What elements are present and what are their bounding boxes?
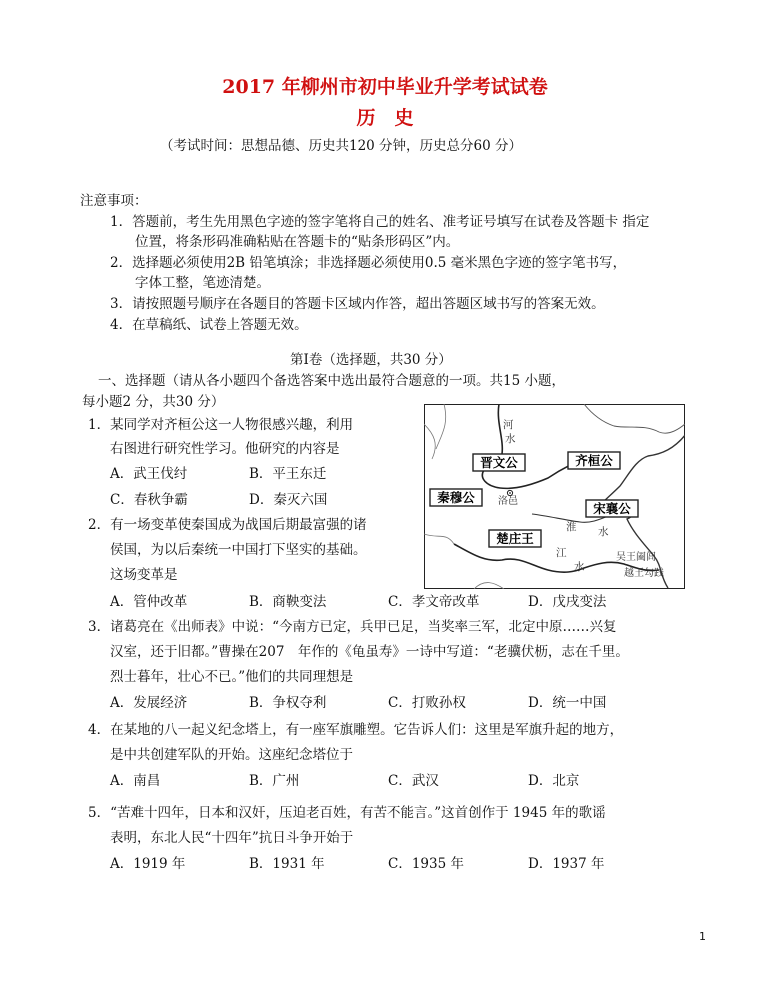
label-jin-wen-gong: 晋文公 <box>480 455 518 470</box>
label-river-jiang: 水 <box>574 561 585 573</box>
question-4-option-a: A．南昌 <box>110 773 161 789</box>
question-1-option-a: A．武王伐纣 <box>110 466 188 482</box>
exam-title: 2017 年柳州市初中毕业升学考试试卷 <box>222 76 548 98</box>
question-3-option-c: C．打败孙权 <box>388 695 466 711</box>
label-river-huai: 水 <box>598 526 609 538</box>
question-1-option-d: D．秦灭六国 <box>249 492 328 508</box>
question-4-option-d: D．北京 <box>528 773 580 789</box>
question-3-option-a: A．发展经济 <box>110 695 188 711</box>
question-1-stem: 1．某同学对齐桓公这一人物很感兴趣，利用 <box>88 417 354 433</box>
notice-item: 位置，将条形码准确粘贴在答题卡的“贴条形码区”内。 <box>135 234 460 250</box>
label-luoyi: 洛邑 <box>498 496 518 507</box>
notice-item: 2．选择题必须使用2B 铅笔填涂；非选择题必须使用0.5 毫米黑色字迹的签字笔书写， <box>110 255 627 271</box>
label-song-xiang-gong: 宋襄公 <box>593 501 631 516</box>
question-3-stem: 烈士暮年，壮心不已。”他们的共同理想是 <box>110 669 354 685</box>
question-3-option-b: B．争权夺利 <box>249 695 327 711</box>
notice-item: 4．在草稿纸、试卷上答题无效。 <box>110 317 308 333</box>
subject-title: 历 史 <box>356 107 414 129</box>
exam-time-note: （考试时间：思想品德、历史共120 分钟，历史总分60 分） <box>160 138 523 154</box>
section-instruction: 每小题2 分，共30 分） <box>82 394 225 410</box>
question-2-option-d: D．戊戌变法 <box>528 594 607 610</box>
question-5-option-b: B．1931 年 <box>249 856 325 872</box>
question-5-option-c: C．1935 年 <box>388 856 464 872</box>
question-1-option-c: C．春秋争霸 <box>110 492 188 508</box>
question-2-option-b: B．商鞅变法 <box>249 594 327 610</box>
label-yue-king: 越王勾践 <box>624 568 664 579</box>
question-2-option-a: A．管仲改革 <box>110 594 188 610</box>
question-4-stem: 是中共创建军队的开始。这座纪念塔位于 <box>110 747 353 763</box>
notice-item: 1．答题前，考生先用黑色字迹的签字笔将自己的姓名、准考证号填写在试卷及答题卡 指定 <box>110 214 650 230</box>
label-river-he: 水 <box>505 433 516 445</box>
question-4-option-b: B．广州 <box>249 773 300 789</box>
page-number: 1 <box>699 930 706 943</box>
question-5-option-d: D．1937 年 <box>528 856 605 872</box>
question-5-option-a: A．1919 年 <box>110 856 186 872</box>
question-2-stem: 这场变革是 <box>110 567 178 583</box>
question-4-option-c: C．武汉 <box>388 773 439 789</box>
question-4-stem: 4．在某地的八一起义纪念塔上，有一座军旗雕塑。它告诉人们：这里是军旗升起的地方， <box>88 722 624 738</box>
notice-heading: 注意事项： <box>80 193 148 209</box>
question-2-stem: 2．有一场变革使秦国成为战国后期最富强的诸 <box>88 517 367 533</box>
label-qi-huan-gong: 齐桓公 <box>575 453 613 468</box>
label-chu-zhuang-wang: 楚庄王 <box>496 531 534 546</box>
question-3-stem: 汉室，还于旧都。”曹操在207 年作的《龟虽寿》一诗中写道：“老骥伏枥，志在千里。 <box>110 644 629 660</box>
label-river-he: 河 <box>503 419 514 431</box>
label-river-huai: 淮 <box>566 521 577 533</box>
section-title: 第Ⅰ卷（选择题，共30 分） <box>290 352 452 368</box>
question-2-stem: 侯国，为以后秦统一中国打下坚实的基础。 <box>110 542 367 558</box>
label-wu-king: 吴王阖闾 <box>616 552 656 563</box>
question-5-stem: 5．“苦难十四年，日本和汉奸，压迫老百姓，有苦不能言。”这首创作于 1945 年的歌谣 <box>88 805 606 821</box>
spring-autumn-hegemons-map <box>424 404 685 589</box>
question-2-option-c: C．孝文帝改革 <box>388 594 480 610</box>
question-5-stem: 表明，东北人民“十四年”抗日斗争开始于 <box>110 830 354 846</box>
notice-item: 字体工整，笔迹清楚。 <box>135 275 270 291</box>
label-river-jiang: 江 <box>556 547 567 559</box>
question-3-option-d: D．统一中国 <box>528 695 607 711</box>
question-3-stem: 3．诸葛亮在《出师表》中说：“今南方已定，兵甲已足，当奖率三军，北定中原……兴复 <box>88 619 617 635</box>
question-1-option-b: B．平王东迁 <box>249 466 327 482</box>
section-instruction: 一、选择题（请从各小题四个备选答案中选出最符合题意的一项。共15 小题， <box>98 373 565 389</box>
label-qin-mu-gong: 秦穆公 <box>437 490 475 505</box>
notice-item: 3．请按照题号顺序在各题目的答题卡区域内作答，超出答题区域书写的答案无效。 <box>110 296 605 312</box>
question-1-stem: 右图进行研究性学习。他研究的内容是 <box>110 441 340 457</box>
